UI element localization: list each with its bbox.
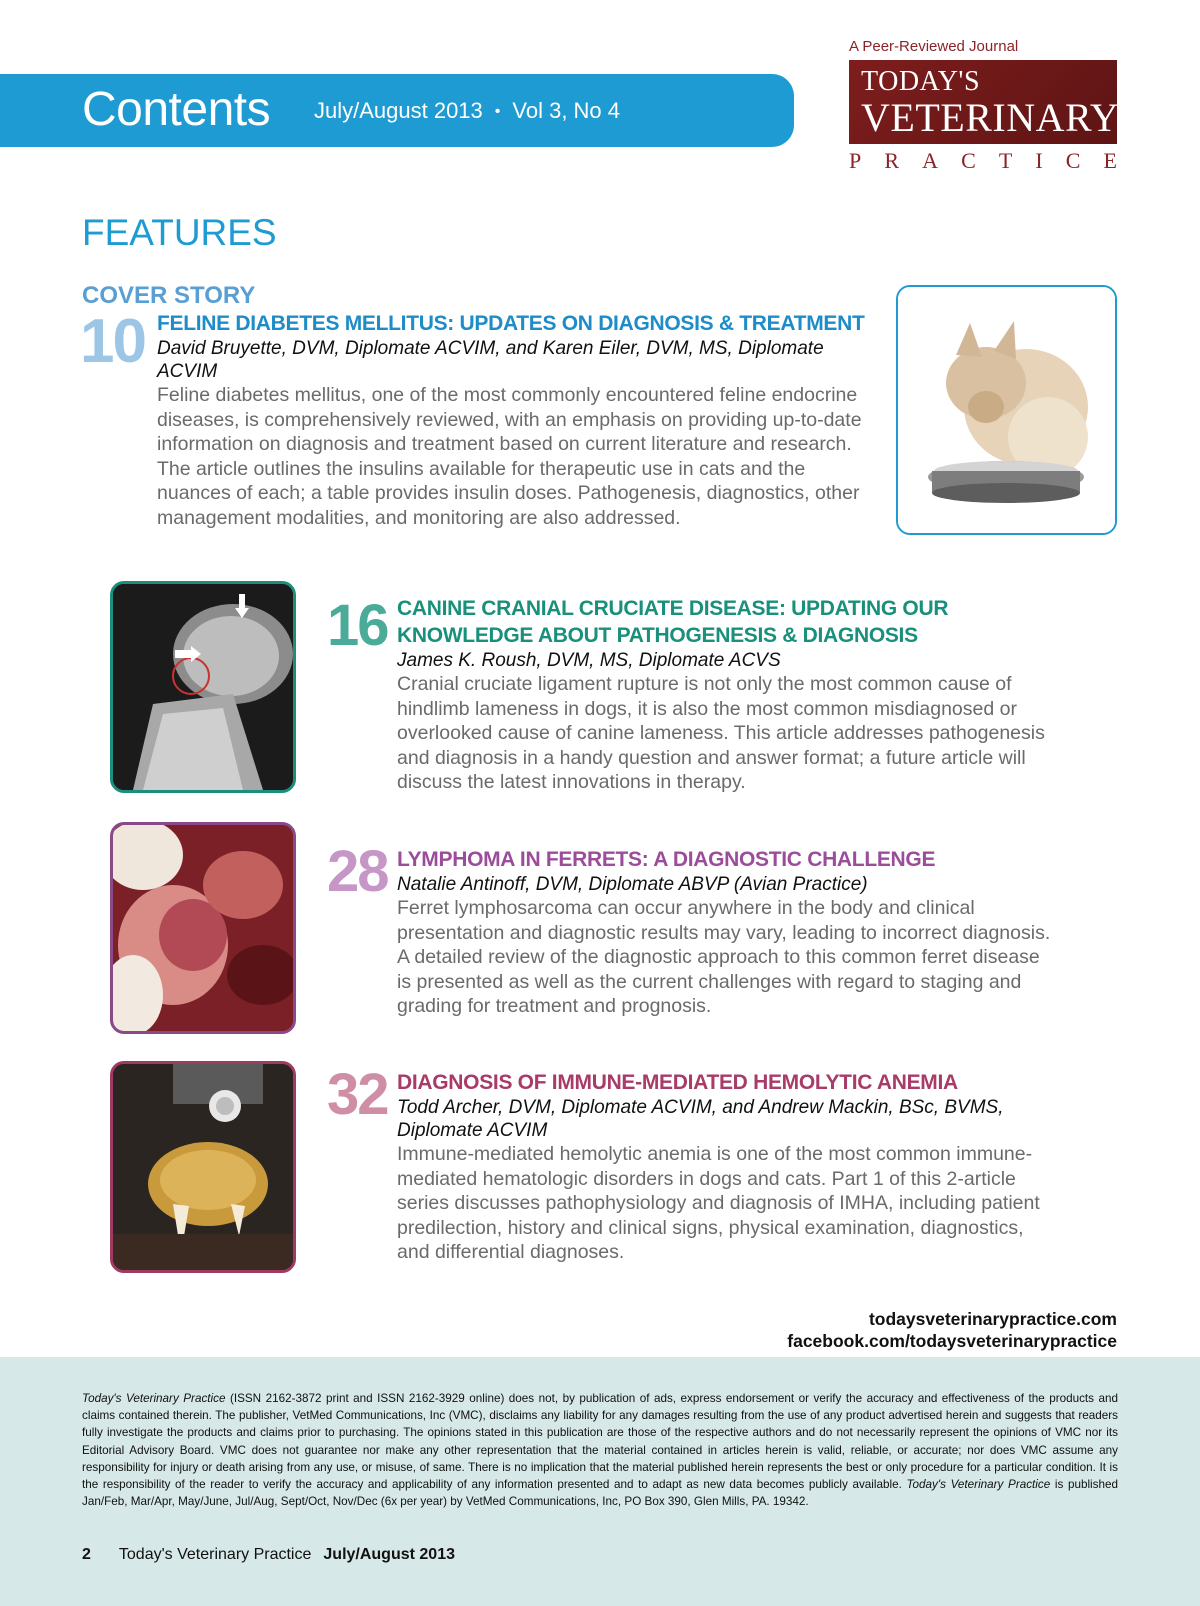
article-description: Ferret lymphosarcoma can occur anywhere in the body and clinical presentation and diagnostic results may vary, leading to incorrect diagnosis. A detailed review of the diagnostic approach to this common ferret disease is presented as well as the current challenges with regard to staging and grading for treatment and prognosis. [397, 897, 1051, 1017]
volume-number: Vol 3, No 4 [512, 98, 621, 123]
disclaimer-text [82, 1390, 1118, 1510]
bullet-separator: • [494, 103, 501, 121]
article-page-number: 16 [327, 593, 388, 658]
publication-name-italic: Today's Veterinary Practice [906, 1478, 1051, 1492]
article-title[interactable]: LYMPHOMA IN FERRETS: A DIAGNOSTIC CHALLENGE [397, 848, 936, 871]
article-authors: David Bruyette, DVM, Diplomate ACVIM, and Karen Eiler, DVM, MS, Diplomate ACVIM [157, 338, 824, 382]
page-title: Contents [82, 83, 271, 136]
page-footer [82, 1546, 455, 1564]
web-links [787, 1308, 1117, 1352]
logo-letter: A [922, 148, 938, 173]
issue-date: July/August 2013 [314, 98, 483, 123]
logo-letter: R [884, 148, 900, 173]
article-entry-cruciate-disease[interactable] [397, 595, 1057, 795]
disclaimer-body: (ISSN 2162-3872 print and ISSN 2162-3929 online) does not, by publication of ads, express endorsement or verify the accuracy and effectiveness of the products and claims contained therein. The publisher, VetMed Communications, Inc (VMC), disclaims any liability for any damages resulting from the use of any product advertised herein and suggests that readers fully investigate the products and claims prior to purchasing. The opinions stated in this publication are those of the respective authors and do not necessarily represent the opinions of VMC nor its Editorial Advisory Board. VMC does not guarantee nor make any other representation that the material contained in articles herein is valid, reliable, or accurate; nor does VMC assume any responsibility for injury or death arising from any use, or misuse, of same. There is no implication that the material published herein represents the best or only procedure for a particular condition. It is the responsibility of the reader to verify the accuracy and applicability of any information presented and to adapt as new data becomes publicly available. [82, 1392, 1118, 1492]
disclaimer-publishing-info: is published Jan/Feb, Mar/Apr, May/June, Jul/Aug, Sept/Oct, Nov/Dec (6x per year) by VetMed Communications, Inc, PO Box 390, Glen Mills, PA. 19342. [82, 1478, 1118, 1509]
article-page-number: 10 [80, 307, 145, 376]
cat-drinking-photo [896, 285, 1117, 535]
article-entry-imha[interactable] [397, 1069, 1057, 1265]
footer-publication: Today's Veterinary Practice [118, 1546, 312, 1563]
logo-letter: E [1103, 148, 1117, 173]
article-description: Immune-mediated hemolytic anemia is one of the most common immune-mediated hematologic disorders in dogs and cats. Part 1 of this 2-article series discusses pathophysiology and diagnosis of IMHA, including patient predilection, history and clinical signs, physical examination, diagnostics, and differential diagnoses. [397, 1143, 1040, 1263]
article-entry-ferret-lymphoma[interactable] [397, 846, 1057, 1019]
page-number: 2 [82, 1546, 91, 1563]
article-description: Cranial cruciate ligament rupture is not only the most common cause of hindlimb lameness in dogs, it is also the most common misdiagnosed or overlooked cause of canine lameness. This article addresses pathogenesis and diagnosis in a handy question and answer format; a future article will discuss the latest innovations in therapy. [397, 673, 1045, 793]
ferret-surgery-photo [110, 822, 296, 1034]
article-page-number: 28 [327, 839, 388, 904]
logo-letter: C [961, 148, 976, 173]
cover-story-label: COVER STORY [82, 282, 256, 309]
logo-letter: C [1065, 148, 1081, 173]
issue-info [314, 98, 620, 124]
article-description: Feline diabetes mellitus, one of the most commonly encountered feline endocrine diseases, is comprehensively reviewed, with an emphasis on providing up-to-date information on diagnosis and treatment based on current literature and research. The article outlines the insulins available for therapeutic use in cats and the nuances of each; a table provides insulin doses. Pathogenesis, diagnostics, other management modalities, and monitoring are also addressed. [157, 384, 862, 529]
publication-name-italic: Today's Veterinary Practice [82, 1392, 226, 1405]
journal-tagline: A Peer-Reviewed Journal [849, 38, 1019, 55]
article-entry-feline-diabetes[interactable] [157, 310, 877, 530]
article-title[interactable]: CANINE CRANIAL CRUCIATE DISEASE: UPDATING OUR KNOWLEDGE ABOUT PATHOGENESIS & DIAGNOSIS [397, 597, 949, 647]
article-page-number: 32 [327, 1062, 388, 1127]
logo-line-veterinary: VETERINARY [861, 95, 1120, 140]
article-title[interactable]: FELINE DIABETES MELLITUS: UPDATES ON DIAGNOSIS & TREATMENT [157, 312, 865, 335]
journal-logo [849, 60, 1120, 144]
article-authors: Todd Archer, DVM, Diplomate ACVIM, and Andrew Mackin, BSc, BVMS, Diplomate ACVIM [397, 1097, 1004, 1141]
footer-issue-date: July/August 2013 [323, 1546, 455, 1563]
logo-letter: P [849, 148, 862, 173]
logo-letter: I [1035, 148, 1043, 173]
logo-line-todays: TODAY'S [861, 66, 981, 97]
article-authors: Natalie Antinoff, DVM, Diplomate ABVP (Avian Practice) [397, 874, 868, 895]
facebook-link[interactable]: facebook.com/todaysveterinarypractice [787, 1331, 1117, 1351]
knee-xray-photo [110, 581, 296, 793]
logo-line-practice [849, 148, 1117, 174]
logo-letter: T [998, 148, 1013, 173]
section-heading-features: FEATURES [82, 212, 277, 253]
website-link[interactable]: todaysveterinarypractice.com [868, 1309, 1117, 1329]
article-title[interactable]: DIAGNOSIS OF IMMUNE-MEDIATED HEMOLYTIC ANEMIA [397, 1071, 958, 1094]
dog-mouth-exam-photo [110, 1061, 296, 1273]
article-authors: James K. Roush, DVM, MS, Diplomate ACVS [397, 650, 781, 671]
